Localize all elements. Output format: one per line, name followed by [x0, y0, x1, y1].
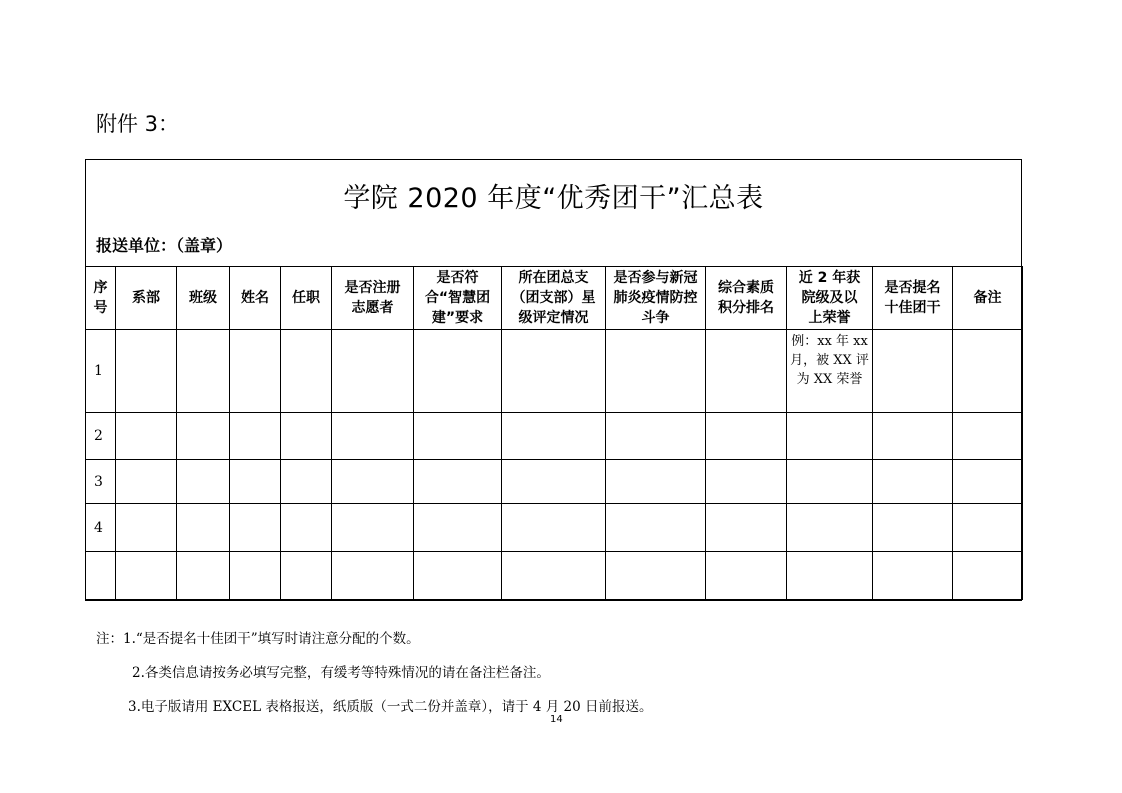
table-cell[interactable]: [177, 460, 230, 504]
report-unit-label: 报送单位：（盖章）: [96, 236, 233, 255]
table-cell[interactable]: [332, 504, 414, 552]
header-cell: 班级: [177, 267, 230, 330]
table-cell[interactable]: [873, 330, 953, 413]
table-cell[interactable]: [332, 460, 414, 504]
table-cell[interactable]: [953, 330, 1023, 413]
note-2: 2.各类信息请按务必填写完整，有缓考等特殊情况的请在备注栏备注。: [132, 665, 550, 681]
table-row: [86, 504, 1023, 552]
table-cell[interactable]: [502, 413, 606, 460]
table-cell[interactable]: [414, 413, 502, 460]
table-cell[interactable]: [177, 330, 230, 413]
table-cell[interactable]: [281, 504, 332, 552]
table-cell[interactable]: [230, 460, 281, 504]
table-cell[interactable]: [177, 552, 230, 600]
table-cell[interactable]: [953, 460, 1023, 504]
table-cell[interactable]: [787, 413, 873, 460]
table-cell[interactable]: [116, 413, 177, 460]
table-cell[interactable]: [332, 330, 414, 413]
row-number: 4: [86, 504, 116, 552]
table-cell[interactable]: [606, 330, 706, 413]
table-cell[interactable]: [332, 552, 414, 600]
table-cell[interactable]: [502, 460, 606, 504]
table-cell[interactable]: [281, 413, 332, 460]
table-cell[interactable]: [606, 504, 706, 552]
table-cell[interactable]: [953, 504, 1023, 552]
table-cell[interactable]: [706, 460, 787, 504]
table-cell[interactable]: [953, 413, 1023, 460]
table-cell[interactable]: [414, 504, 502, 552]
table-cell[interactable]: [706, 552, 787, 600]
header-cell: 序号: [86, 267, 116, 330]
table-cell[interactable]: [332, 413, 414, 460]
row-number: 3: [86, 460, 116, 504]
table-cell[interactable]: [873, 413, 953, 460]
table-cell[interactable]: [787, 552, 873, 600]
table-cell[interactable]: [177, 504, 230, 552]
table-cell[interactable]: [177, 413, 230, 460]
table-cell[interactable]: [414, 330, 502, 413]
row-number: 1: [86, 330, 116, 413]
table-cell[interactable]: [953, 552, 1023, 600]
table-cell[interactable]: [281, 460, 332, 504]
header-cell: 姓名: [230, 267, 281, 330]
note-1: 注：1.“是否提名十佳团干”填写时请注意分配的个数。: [96, 631, 420, 647]
table-row: [86, 460, 1023, 504]
table-cell[interactable]: [706, 330, 787, 413]
honor-example-cell[interactable]: 例：xx 年 xx 月，被 XX 评为 XX 荣誉: [787, 330, 873, 413]
row-number: 2: [86, 413, 116, 460]
header-cell: 是否注册志愿者: [332, 267, 414, 330]
table-cell[interactable]: [230, 330, 281, 413]
page-number: 14: [550, 714, 563, 725]
table-row: [86, 413, 1023, 460]
table-cell[interactable]: [230, 413, 281, 460]
note-3: 3.电子版请用 EXCEL 表格报送，纸质版（一式二份并盖章），请于 4 月 20 日前报送。: [128, 699, 653, 715]
table-cell[interactable]: [414, 460, 502, 504]
table-cell[interactable]: [281, 330, 332, 413]
table-cell[interactable]: [502, 330, 606, 413]
table-cell[interactable]: [230, 552, 281, 600]
table-cell[interactable]: [873, 460, 953, 504]
header-cell: 是否提名十佳团干: [873, 267, 953, 330]
table-cell[interactable]: [606, 460, 706, 504]
row-number: [86, 552, 116, 600]
table-cell[interactable]: [116, 552, 177, 600]
header-cell: 综合素质积分排名: [706, 267, 787, 330]
header-cell: 是否参与新冠肺炎疫情防控斗争: [606, 267, 706, 330]
table-cell[interactable]: [414, 552, 502, 600]
form-title: 学院 2020 年度“优秀团干”汇总表: [343, 183, 764, 214]
table-cell[interactable]: [706, 413, 787, 460]
attachment-label: 附件 3：: [96, 112, 180, 136]
table-cell[interactable]: [787, 504, 873, 552]
header-cell: 系部: [116, 267, 177, 330]
table-cell[interactable]: [116, 504, 177, 552]
table-cell[interactable]: [706, 504, 787, 552]
table-cell[interactable]: [606, 413, 706, 460]
table-cell[interactable]: [873, 504, 953, 552]
header-cell: 近 2 年获院级及以上荣誉: [787, 267, 873, 330]
table-cell[interactable]: [606, 552, 706, 600]
header-cell: 备注: [953, 267, 1023, 330]
header-cell: 任职: [281, 267, 332, 330]
table-cell[interactable]: [873, 552, 953, 600]
table-row: [86, 330, 1023, 413]
table-row: [86, 552, 1023, 600]
summary-table: [85, 266, 1023, 600]
summary-form: [85, 159, 1022, 601]
table-cell[interactable]: [230, 504, 281, 552]
table-cell[interactable]: [116, 460, 177, 504]
table-cell[interactable]: [787, 460, 873, 504]
header-cell: 是否符合“智慧团建”要求: [414, 267, 502, 330]
table-cell[interactable]: [281, 552, 332, 600]
table-cell[interactable]: [116, 330, 177, 413]
table-cell[interactable]: [502, 504, 606, 552]
table-cell[interactable]: [502, 552, 606, 600]
header-cell: 所在团总支（团支部）星级评定情况: [502, 267, 606, 330]
table-header-row: [86, 267, 1023, 330]
notes-section: [96, 622, 653, 724]
